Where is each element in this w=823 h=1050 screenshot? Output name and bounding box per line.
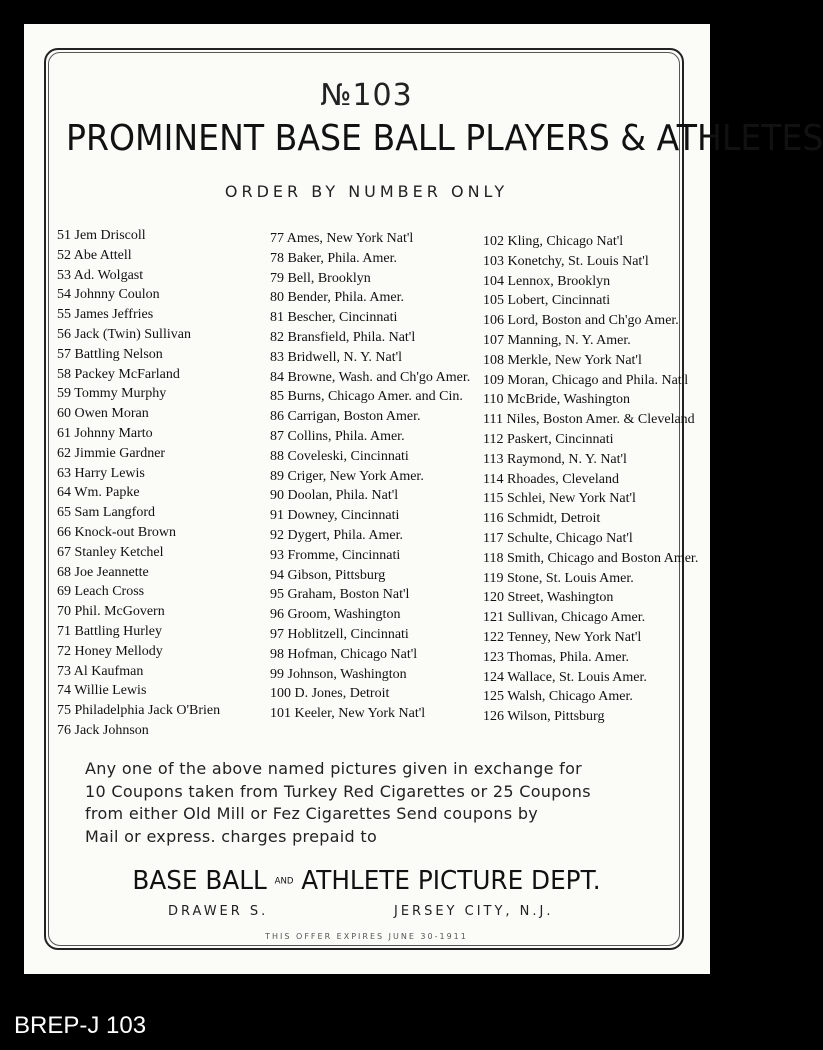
list-item	[57, 285, 220, 305]
list-item	[270, 585, 470, 605]
item-name: Baker, Phila. Amer.	[287, 250, 397, 266]
offer-expires: THIS OFFER EXPIRES JUNE 30-1911	[265, 932, 468, 941]
item-number: 58	[57, 366, 71, 382]
item-name: Sam Langford	[74, 505, 155, 521]
player-list-column-1	[57, 226, 220, 741]
item-number: 122	[483, 629, 504, 645]
list-item	[57, 503, 220, 523]
item-number: 75	[57, 703, 71, 719]
item-name: Jack Johnson	[74, 722, 149, 738]
list-item	[483, 608, 698, 628]
item-number: 110	[483, 392, 504, 408]
item-number: 100	[270, 686, 291, 702]
list-item	[270, 467, 470, 487]
item-name: Packey McFarland	[74, 366, 180, 382]
item-name: Moran, Chicago and Phila. Nat'l	[507, 372, 689, 388]
list-item	[483, 529, 698, 549]
item-number: 118	[483, 550, 504, 566]
list-item	[270, 566, 470, 586]
item-number: 74	[57, 683, 71, 699]
list-item	[57, 266, 220, 286]
item-name: Jimmie Gardner	[74, 445, 166, 461]
item-name: Bender, Phila. Amer.	[287, 290, 404, 306]
item-name: Hoblitzell, Cincinnati	[287, 626, 409, 642]
item-number: 95	[270, 587, 284, 603]
item-name: Gibson, Pittsburg	[287, 567, 386, 583]
item-name: Leach Cross	[74, 584, 145, 600]
item-name: Stanley Ketchel	[74, 544, 164, 560]
list-item	[270, 427, 470, 447]
item-name: Jem Driscoll	[74, 228, 146, 243]
item-number: 103	[483, 253, 504, 269]
item-name: Wilson, Pittsburg	[507, 709, 605, 725]
item-name: Hofman, Chicago Nat'l	[287, 646, 418, 662]
item-name: Willie Lewis	[74, 683, 147, 699]
item-name: Joe Jeannette	[74, 564, 149, 580]
item-number: 115	[483, 491, 504, 507]
list-item	[270, 387, 470, 407]
dept-and: AND	[274, 876, 294, 887]
item-number: 64	[57, 485, 71, 501]
item-number: 69	[57, 584, 71, 600]
player-list-column-2	[270, 229, 470, 724]
item-name: McBride, Washington	[506, 392, 631, 408]
item-number: 112	[483, 431, 504, 447]
item-number: 101	[270, 706, 291, 722]
list-item	[57, 305, 220, 325]
item-number: 65	[57, 505, 71, 521]
list-item	[270, 269, 470, 289]
item-name: Schlei, New York Nat'l	[506, 491, 636, 507]
list-item	[483, 628, 698, 648]
list-item	[57, 365, 220, 385]
department-name	[18, 866, 714, 896]
item-name: Owen Moran	[74, 406, 149, 422]
item-name: Lord, Boston and Ch'go Amer.	[507, 313, 679, 329]
item-number: 123	[483, 649, 504, 665]
list-item	[483, 232, 698, 252]
list-item	[483, 707, 698, 727]
item-number: 57	[57, 346, 71, 362]
item-name: Johnny Marto	[74, 425, 153, 441]
item-name: Stone, St. Louis Amer.	[506, 570, 634, 586]
image-caption: BREP-J 103	[14, 1012, 147, 1039]
item-number: 83	[270, 349, 284, 365]
item-name: Manning, N. Y. Amer.	[507, 332, 631, 348]
list-item	[57, 404, 220, 424]
item-name: Downey, Cincinnati	[287, 508, 400, 524]
list-item	[483, 687, 698, 707]
list-item	[483, 569, 698, 589]
item-name: Smith, Chicago and Boston Amer.	[506, 550, 699, 566]
item-name: Criger, New York Amer.	[287, 468, 424, 484]
item-number: 85	[270, 389, 284, 405]
list-item	[270, 368, 470, 388]
item-number: 126	[483, 709, 504, 725]
item-number: 108	[483, 352, 504, 368]
item-name: Ad. Wolgast	[73, 267, 144, 283]
item-number: 97	[270, 626, 284, 642]
list-item	[57, 523, 220, 543]
list-item	[483, 410, 698, 430]
item-number: 67	[57, 544, 71, 560]
list-item	[57, 464, 220, 484]
list-item	[270, 308, 470, 328]
list-item	[270, 348, 470, 368]
item-name: Bell, Brooklyn	[287, 270, 371, 286]
item-name: Dygert, Phila. Amer.	[287, 527, 403, 543]
item-number: 55	[57, 307, 71, 323]
list-item	[483, 252, 698, 272]
item-number: 96	[270, 607, 284, 623]
item-number: 59	[57, 386, 71, 402]
item-name: Fromme, Cincinnati	[287, 547, 401, 563]
list-item	[270, 526, 470, 546]
item-number: 56	[57, 326, 71, 342]
list-item	[270, 645, 470, 665]
list-item	[483, 450, 698, 470]
item-number: 121	[483, 610, 504, 626]
list-item	[57, 721, 220, 741]
item-name: Abe Attell	[73, 247, 132, 263]
item-name: Tommy Murphy	[74, 386, 167, 402]
item-name: Schmidt, Detroit	[506, 511, 601, 527]
list-item	[483, 272, 698, 292]
list-item	[57, 483, 220, 503]
card-title: PROMINENT BASE BALL PLAYERS & ATHLETES	[66, 118, 823, 159]
item-name: Niles, Boston Amer. & Cleveland	[506, 412, 695, 428]
item-number: 106	[483, 313, 504, 329]
list-item	[483, 351, 698, 371]
item-number: 124	[483, 669, 504, 685]
item-number: 82	[270, 329, 284, 345]
item-number: 109	[483, 372, 504, 388]
item-name: Johnson, Washington	[287, 666, 407, 682]
item-name: Coveleski, Cincinnati	[287, 448, 409, 464]
item-number: 116	[483, 511, 504, 527]
item-number: 79	[270, 270, 284, 286]
item-number: 114	[483, 471, 504, 487]
item-name: Harry Lewis	[74, 465, 145, 481]
item-name: Ames, New York Nat'l	[286, 231, 414, 246]
list-item	[57, 424, 220, 444]
item-name: Tenney, New York Nat'l	[507, 629, 642, 645]
item-number: 51	[57, 228, 71, 243]
item-name: Jack (Twin) Sullivan	[74, 326, 191, 342]
item-name: Knock-out Brown	[74, 524, 176, 540]
list-item	[483, 291, 698, 311]
item-number: 117	[483, 530, 504, 546]
offer-line: 10 Coupons taken from Turkey Red Cigarettes or 25 Coupons	[85, 781, 591, 801]
item-number: 72	[57, 643, 71, 659]
item-name: Thomas, Phila. Amer.	[507, 649, 629, 665]
item-name: Walsh, Chicago Amer.	[507, 689, 633, 705]
item-name: Al Kaufman	[73, 663, 144, 679]
list-item	[57, 384, 220, 404]
item-number: 73	[57, 663, 71, 679]
item-number: 87	[270, 428, 284, 444]
list-item	[57, 543, 220, 563]
item-name: D. Jones, Detroit	[294, 686, 390, 702]
card-number: №103	[320, 78, 413, 113]
item-name: Honey Mellody	[74, 643, 163, 659]
item-name: Bransfield, Phila. Nat'l	[287, 329, 416, 345]
list-item	[483, 509, 698, 529]
list-item	[483, 331, 698, 351]
item-number: 98	[270, 646, 284, 662]
item-number: 92	[270, 527, 284, 543]
offer-text	[85, 758, 675, 848]
item-number: 89	[270, 468, 284, 484]
list-item	[270, 328, 470, 348]
item-name: Rhoades, Cleveland	[506, 471, 619, 487]
list-item	[57, 662, 220, 682]
item-number: 77	[270, 231, 284, 246]
item-number: 61	[57, 425, 71, 441]
item-name: Collins, Phila. Amer.	[287, 428, 405, 444]
list-item	[270, 704, 470, 724]
item-number: 120	[483, 590, 504, 606]
item-name: Wm. Papke	[74, 485, 140, 501]
item-number: 104	[483, 273, 504, 289]
list-item	[57, 226, 220, 246]
item-name: Battling Hurley	[74, 623, 162, 639]
list-item	[483, 311, 698, 331]
item-number: 125	[483, 689, 504, 705]
list-item	[483, 668, 698, 688]
dept-part-2: ATHLETE PICTURE DEPT.	[301, 866, 601, 896]
item-number: 68	[57, 564, 71, 580]
item-number: 76	[57, 722, 71, 738]
list-item	[270, 288, 470, 308]
item-name: Carrigan, Boston Amer.	[287, 409, 421, 425]
item-number: 94	[270, 567, 284, 583]
item-name: Wallace, St. Louis Amer.	[507, 669, 647, 685]
list-item	[57, 602, 220, 622]
list-item	[270, 546, 470, 566]
list-item	[270, 506, 470, 526]
item-name: Bescher, Cincinnati	[287, 310, 398, 326]
address-city: JERSEY CITY, N.J.	[394, 904, 554, 919]
item-name: Lennox, Brooklyn	[507, 273, 611, 289]
item-number: 52	[57, 247, 71, 263]
address-drawer: DRAWER S.	[168, 904, 269, 919]
item-number: 60	[57, 406, 71, 422]
item-number: 70	[57, 604, 71, 620]
item-number: 81	[270, 310, 284, 326]
player-list-column-3	[483, 232, 698, 727]
item-name: Bridwell, N. Y. Nat'l	[287, 349, 403, 365]
list-item	[57, 246, 220, 266]
card-subtitle: ORDER BY NUMBER ONLY	[224, 182, 509, 201]
list-item	[57, 345, 220, 365]
list-item	[483, 489, 698, 509]
list-item	[270, 229, 470, 249]
list-item	[483, 648, 698, 668]
dept-part-1: BASE BALL	[132, 866, 267, 896]
item-name: Kling, Chicago Nat'l	[507, 234, 624, 249]
list-item	[57, 642, 220, 662]
item-name: Paskert, Cincinnati	[506, 431, 614, 447]
list-item	[270, 665, 470, 685]
item-name: Burns, Chicago Amer. and Cin.	[287, 389, 463, 405]
item-number: 62	[57, 445, 71, 461]
list-item	[270, 684, 470, 704]
item-number: 102	[483, 234, 504, 249]
list-item	[270, 486, 470, 506]
item-name: Sullivan, Chicago Amer.	[507, 610, 646, 626]
item-number: 99	[270, 666, 284, 682]
offer-line: Mail or express. charges prepaid to	[85, 826, 378, 846]
item-number: 54	[57, 287, 71, 303]
item-name: Groom, Washington	[287, 607, 401, 623]
item-name: Keeler, New York Nat'l	[294, 706, 426, 722]
list-item	[483, 588, 698, 608]
item-name: Merkle, New York Nat'l	[507, 352, 642, 368]
list-item	[483, 390, 698, 410]
item-number: 71	[57, 623, 71, 639]
offer-line: Any one of the above named pictures given in exchange for	[85, 759, 583, 778]
item-number: 86	[270, 409, 284, 425]
list-item	[483, 549, 698, 569]
item-name: Phil. McGovern	[74, 604, 165, 620]
list-item	[57, 622, 220, 642]
item-name: Lobert, Cincinnati	[507, 293, 611, 309]
list-item	[57, 701, 220, 721]
item-number: 105	[483, 293, 504, 309]
item-number: 111	[483, 412, 503, 428]
item-name: Philadelphia Jack O'Brien	[74, 703, 221, 719]
item-name: Johnny Coulon	[74, 287, 160, 303]
item-number: 78	[270, 250, 284, 266]
item-name: Street, Washington	[507, 590, 614, 606]
item-name: Konetchy, St. Louis Nat'l	[507, 253, 649, 269]
list-item	[270, 605, 470, 625]
list-item	[270, 625, 470, 645]
list-item	[270, 249, 470, 269]
item-number: 107	[483, 332, 504, 348]
item-name: Schulte, Chicago Nat'l	[506, 530, 633, 546]
list-item	[57, 681, 220, 701]
item-number: 113	[483, 451, 504, 467]
item-name: Raymond, N. Y. Nat'l	[506, 451, 627, 467]
item-number: 91	[270, 508, 284, 524]
item-name: James Jeffries	[74, 307, 154, 323]
item-number: 90	[270, 488, 284, 504]
item-number: 119	[483, 570, 504, 586]
list-item	[483, 430, 698, 450]
item-name: Doolan, Phila. Nat'l	[287, 488, 399, 504]
list-item	[57, 325, 220, 345]
item-number: 53	[57, 267, 71, 283]
item-number: 66	[57, 524, 71, 540]
item-number: 63	[57, 465, 71, 481]
item-name: Graham, Boston Nat'l	[287, 587, 410, 603]
item-number: 93	[270, 547, 284, 563]
list-item	[57, 582, 220, 602]
list-item	[270, 407, 470, 427]
item-name: Battling Nelson	[74, 346, 163, 362]
list-item	[57, 444, 220, 464]
list-item	[270, 447, 470, 467]
item-name: Browne, Wash. and Ch'go Amer.	[287, 369, 471, 385]
item-number: 80	[270, 290, 284, 306]
list-item	[57, 563, 220, 583]
item-number: 84	[270, 369, 284, 385]
list-item	[483, 470, 698, 490]
offer-line: from either Old Mill or Fez Cigarettes Send coupons by	[85, 804, 539, 823]
item-number: 88	[270, 448, 284, 464]
list-item	[483, 371, 698, 391]
